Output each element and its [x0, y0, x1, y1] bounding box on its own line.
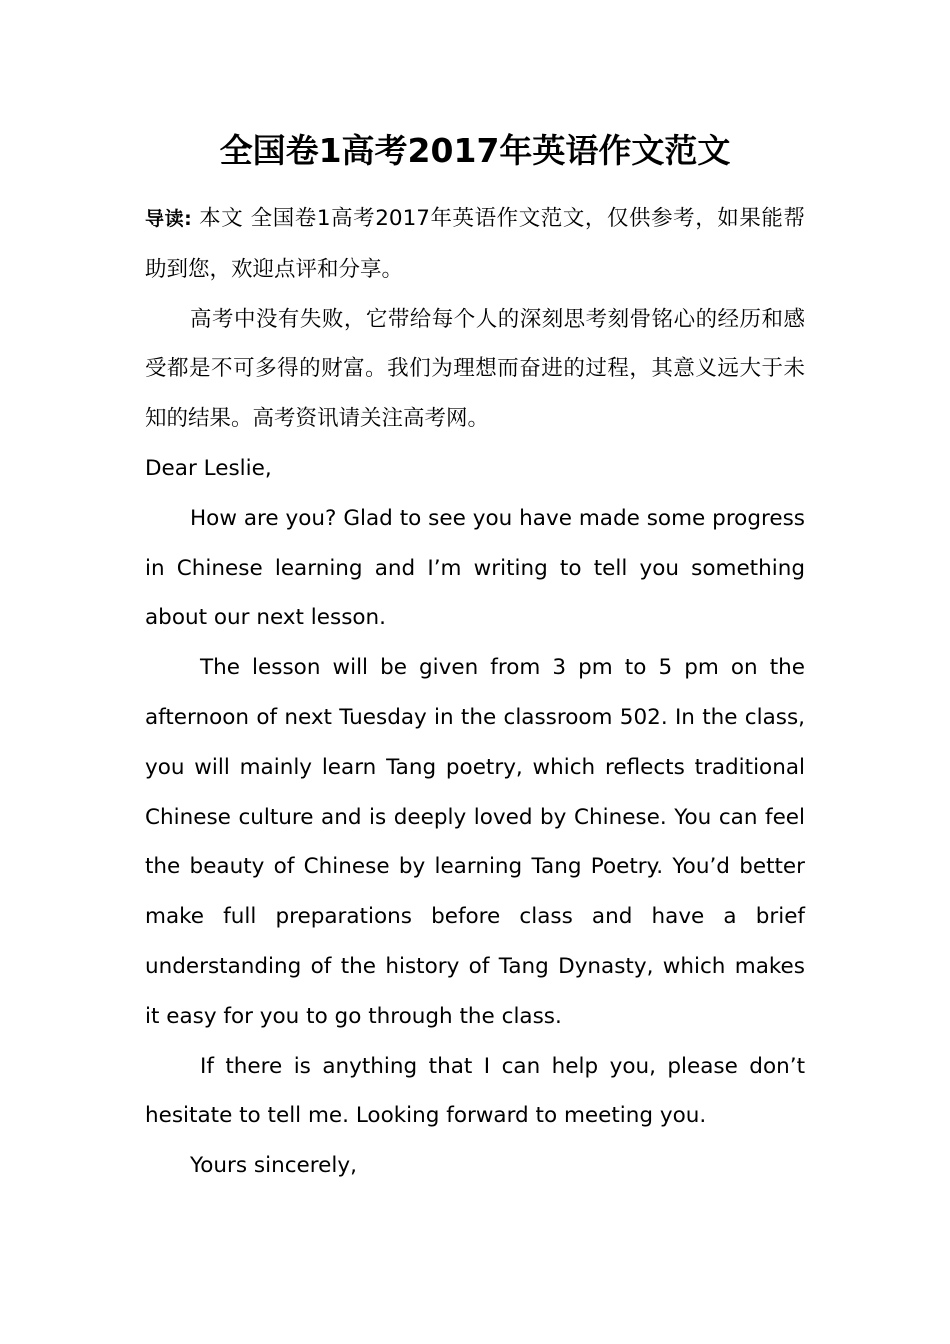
letter-closing: Yours sincerely,: [190, 1153, 357, 1179]
intro-label: 导读:: [145, 208, 192, 230]
preface-paragraph: 高考中没有失败，它带给每个人的深刻思考刻骨铭心的经历和感受都是不可多得的财富。我们为理想而奋进的过程，其意义远大于未知的结果。高考资讯请关注高考网。: [145, 306, 805, 432]
letter-paragraph-3: If there is anything that I can help you, please don’t hesitate to tell me. Looking forward to meeting you.: [145, 1053, 805, 1129]
intro-text: 本文 全国卷1高考2017年英语作文范文，仅供参考，如果能帮助到您，欢迎点评和分享。: [145, 206, 805, 282]
document-title: 全国卷1高考2017年英语作文范文: [219, 131, 731, 170]
letter-salutation: Dear Leslie,: [145, 455, 272, 481]
intro-paragraph: [145, 194, 805, 295]
document-page: [145, 118, 805, 1191]
letter-paragraph-1: How are you? Glad to see you have made some progress in Chinese learning and I’m writing to tell you something about our next lesson.: [145, 505, 805, 631]
letter-paragraph-2: The lesson will be given from 3 pm to 5 pm on the afternoon of next Tuesday in the classroom 502. In the class, you will mainly learn Tang poetry, which reflects traditional Chinese culture and is deeply loved by Chinese. You can feel the beauty of Chinese by learning Tang Poetry. You’d better make full preparations before class and have a brief understanding of the history of Tang Dynasty, which makes it easy for you to go through the class.: [145, 655, 805, 1029]
